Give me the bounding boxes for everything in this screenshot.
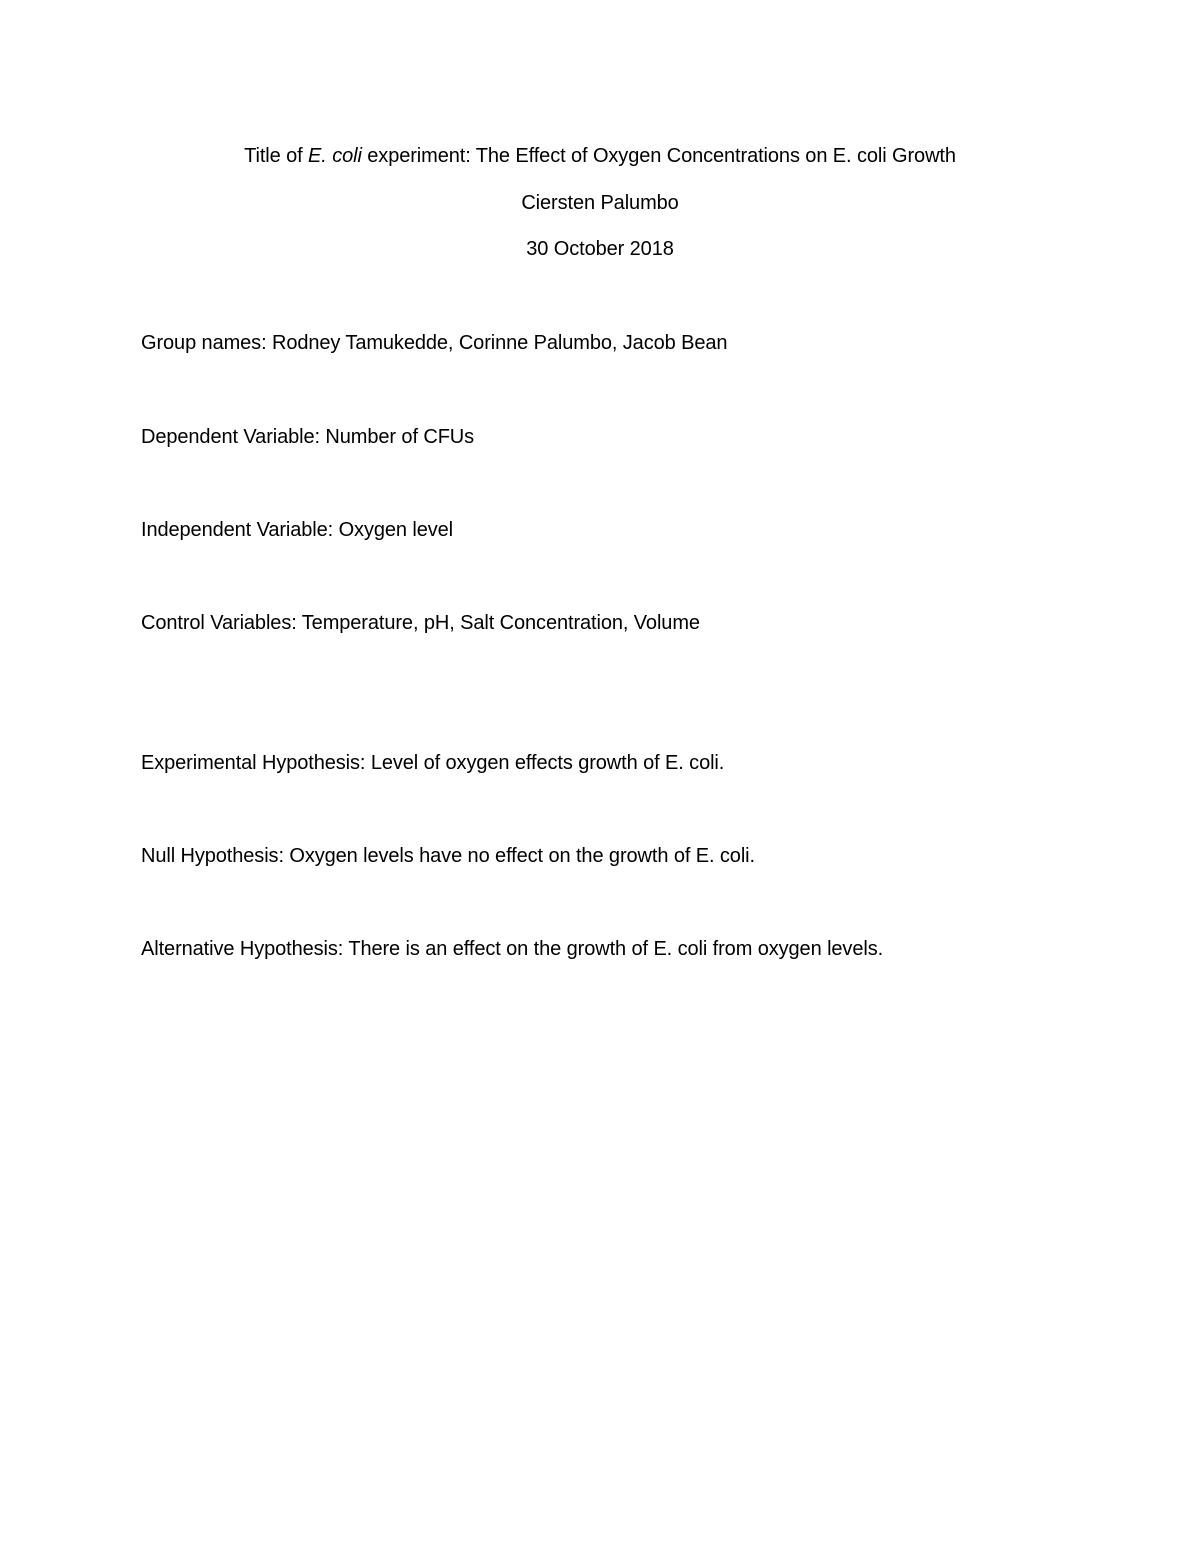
author-name: Ciersten Palumbo: [521, 192, 679, 214]
title-prefix: Title of: [244, 145, 309, 167]
null-hypothesis: Null Hypothesis: Oxygen levels have no effect on the growth of E. coli.: [141, 845, 755, 867]
group-names: Group names: Rodney Tamukedde, Corinne Palumbo, Jacob Bean: [141, 332, 728, 354]
control-variables: Control Variables: Temperature, pH, Salt Concentration, Volume: [141, 612, 700, 634]
document-title: [0, 143, 1200, 169]
alternative-hypothesis: Alternative Hypothesis: There is an effect on the growth of E. coli from oxygen levels.: [141, 938, 884, 960]
experimental-hypothesis: Experimental Hypothesis: Level of oxygen effects growth of E. coli.: [141, 752, 725, 774]
dependent-variable: Dependent Variable: Number of CFUs: [141, 426, 475, 448]
independent-variable: Independent Variable: Oxygen level: [141, 519, 454, 541]
document-date: 30 October 2018: [526, 238, 674, 260]
title-suffix: experiment: The Effect of Oxygen Concentrations on E. coli Growth: [361, 145, 956, 167]
title-italic-organism: E. coli: [308, 145, 362, 167]
